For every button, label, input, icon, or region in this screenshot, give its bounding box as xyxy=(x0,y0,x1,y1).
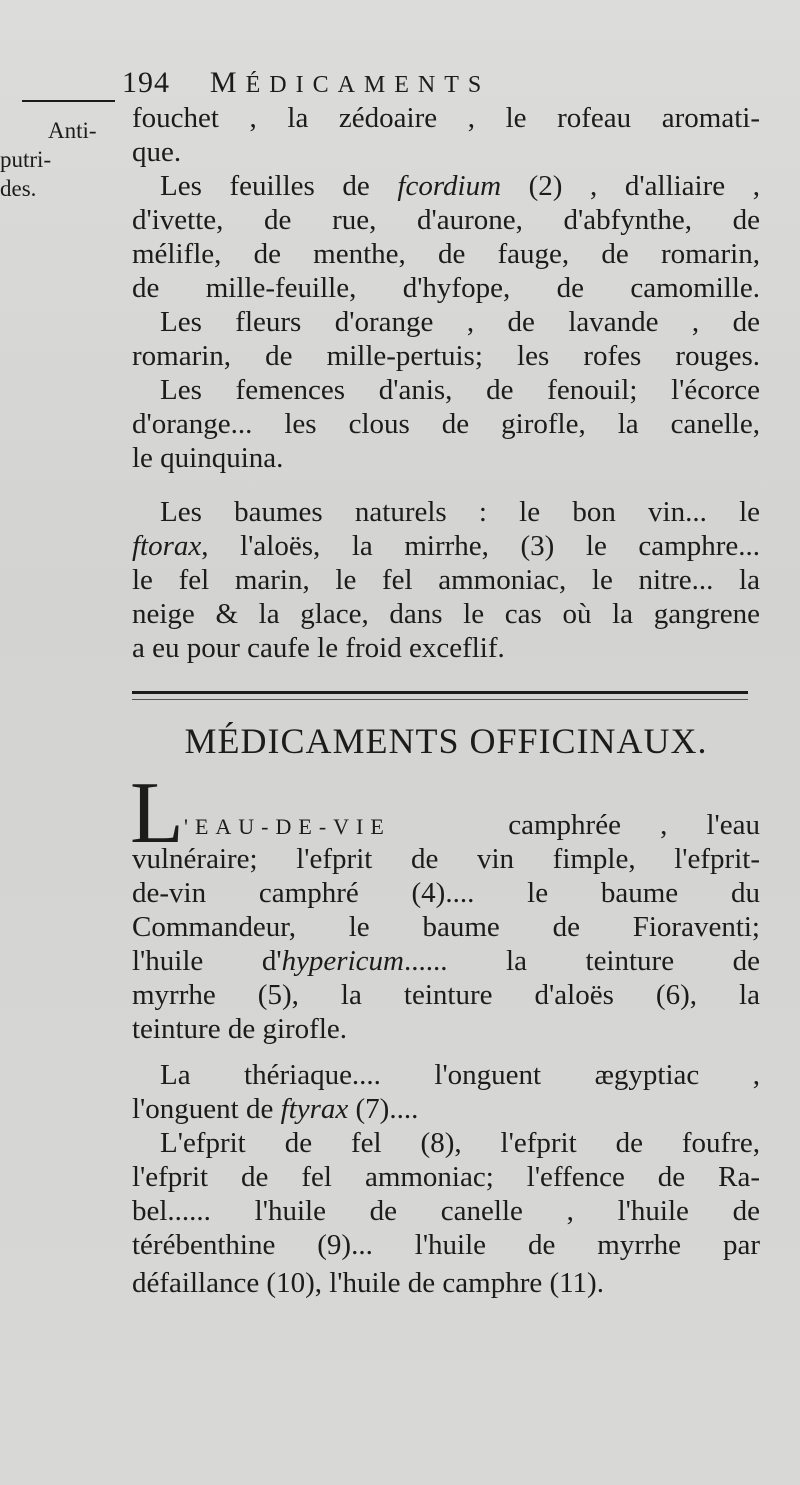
page-header xyxy=(122,66,490,100)
running-title-initial: M xyxy=(209,66,246,99)
text-line: teinture de girofle. xyxy=(132,1013,347,1045)
section-divider-thin xyxy=(132,699,748,700)
drop-cap-rest: 'EAU-DE-VIE xyxy=(184,814,391,839)
margin-note-line-3: des. xyxy=(0,176,37,201)
text-line: de mille-feuille, d'hyfope, de camomille. xyxy=(132,272,760,304)
text-line: mélifle, de menthe, de fauge, de romarin, xyxy=(132,238,760,270)
text-line: l'efprit de fel ammoniac; l'effence de Ra- xyxy=(132,1161,760,1193)
text-line: 'EAU-DE-VIE camphrée , l'eau xyxy=(184,809,760,841)
text-line: d'orange... les clous de girofle, la canelle, xyxy=(132,408,760,440)
text-line: d'ivette, de rue, d'aurone, d'abfynthe, de xyxy=(132,204,760,236)
section-divider xyxy=(132,691,748,694)
margin-note-line-1: Anti- xyxy=(48,118,97,143)
text-line: vulnéraire; l'efprit de vin fimple, l'efprit- xyxy=(132,843,760,875)
running-title-rest: ÉDICAMENTS xyxy=(245,72,491,98)
text-line: ftorax, l'aloës, la mirrhe, (3) le camphre... xyxy=(132,530,760,562)
text-line: de-vin camphré (4).... le baume du xyxy=(132,877,760,909)
text-line: l'onguent de ftyrax (7).... xyxy=(132,1093,419,1125)
margin-note-line-2: putri- xyxy=(0,147,52,172)
text-line: L'efprit de fel (8), l'efprit de foufre, xyxy=(160,1127,760,1159)
text-line: bel...... l'huile de canelle , l'huile de xyxy=(132,1195,760,1227)
text-line: le fel marin, le fel ammoniac, le nitre... la xyxy=(132,564,760,596)
text-line: l'huile d'hypericum...... la teinture de xyxy=(132,945,761,977)
text-line: La thériaque.... l'onguent ægyptiac , xyxy=(160,1059,760,1091)
running-title xyxy=(209,66,491,99)
margin-rule xyxy=(22,100,115,102)
text-line: que. xyxy=(132,136,182,168)
text-line: fouchet , la zédoaire , le rofeau aromati- xyxy=(132,102,760,134)
text-line: Commandeur, le baume de Fioraventi; xyxy=(132,911,760,943)
page-number: 194 xyxy=(122,66,170,99)
text-line: Les baumes naturels : le bon vin... le xyxy=(160,496,760,528)
section-title: MÉDICAMENTS OFFICINAUX. xyxy=(184,721,708,761)
text-line: romarin, de mille-pertuis; les rofes rouges. xyxy=(132,340,760,372)
drop-cap: L xyxy=(130,765,184,862)
text-line: neige & la glace, dans le cas où la gangrene xyxy=(132,598,760,630)
text-line: le quinquina. xyxy=(132,442,284,474)
text-line: Les feuilles de fcordium (2) , d'alliaire , xyxy=(160,170,760,202)
text-line: myrrhe (5), la teinture d'aloës (6), la xyxy=(132,979,760,1011)
text-line: défaillance (10), l'huile de camphre (11). xyxy=(132,1267,604,1299)
text-line: Les fleurs d'orange , de lavande , de xyxy=(160,306,760,338)
text-line: térébenthine (9)... l'huile de myrrhe par xyxy=(132,1229,760,1261)
text-line: a eu pour caufe le froid exceflif. xyxy=(132,632,505,664)
text-line: Les femences d'anis, de fenouil; l'écorce xyxy=(160,374,760,406)
